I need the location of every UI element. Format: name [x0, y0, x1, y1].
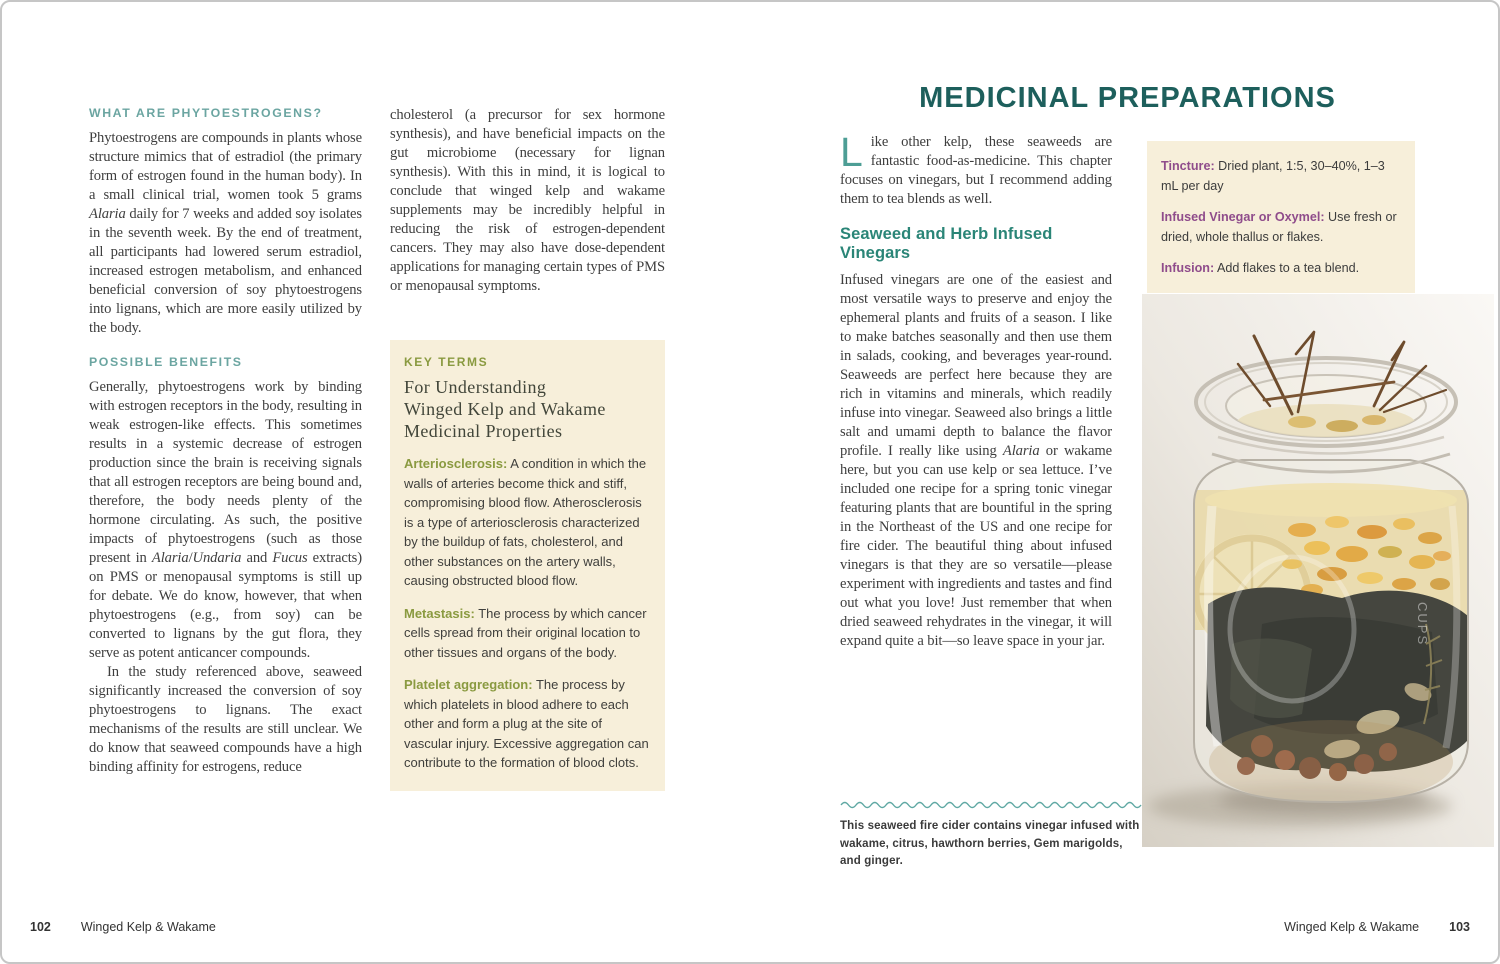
drop-cap: L — [840, 129, 863, 175]
paragraph-vinegars: Infused vinegars are one of the easiest and most versatile ways to preserve and enjoy the ephemeral plants and fruits of a season. I like to make batches seasonally and then use them in salads, cooking, and beverages year-round. Seaweeds are perfect here because they are rich in vitamins and minerals, which readily infuse into vinegar. Seaweed also brings a little salt and umami depth to balance the flavor profile. I really like using Alaria or wakame here, but you can use kelp or sea lettuce. I’ve included one recipe for a spring tonic vinegar featuring plants that are bountiful in the spring in the Northeast of the US and one recipe for fire cider. The beautiful thing about infused vinegars is that they are so versatile—please experiment with ingredients and tastes and find out what you love! Just remember that when dried seaweed rehydrates in the vinegar, it will expand quite a bit—so leave space in your jar. — [840, 272, 1113, 649]
key-term-arteriosclerosis — [404, 454, 651, 591]
prep-label: Tincture: — [1161, 159, 1215, 173]
term-label: Arteriosclerosis: — [404, 456, 508, 471]
page-footer-right — [1284, 920, 1470, 934]
section-heading-phytoestrogens: WHAT ARE PHYTOESTROGENS? — [89, 106, 323, 120]
page-number: 102 — [30, 920, 51, 934]
prep-text: Dried plant, 1:5, 30–40%, 1–3 mL per day — [1161, 159, 1385, 193]
term-definition: The process by which platelets in blood adhere to each other and form a plug at the site of vascular injury. Excessive aggregation can contribute to the formation of blood clots. — [404, 677, 649, 770]
jar-photo — [1142, 294, 1494, 847]
prep-label: Infused Vinegar or Oxymel: — [1161, 210, 1325, 224]
paragraph-phytoestrogens: Phytoestrogens are compounds in plants whose structure mimics that of estradiol (the primary form of estrogen found in the human body). In a small clinical trial, women took 5 grams Alaria daily for 7 weeks and added soy isolates in the seventh week. By the end of treatment, all participants had lowered serum estradiol, increased estrogen metabolism, and enhanced beneficial conversion of soy phytoestrogens into lignans, which are more easily utilized by the body. — [89, 130, 362, 336]
section-heading-benefits: POSSIBLE BENEFITS — [89, 355, 243, 369]
key-terms-label: KEY TERMS — [404, 355, 489, 369]
left-column-2 — [390, 106, 665, 296]
paragraph-benefits: Generally, phytoestrogens work by binding with estrogen receptors in the body, resulting in weak estrogen-like effects. This sometimes results in a systemic decrease of estrogen production since the brain is receiving signals that all estrogen receptors are being bound and, therefore, the body needs plenty of the hormone circulating. As such, the positive impacts of phytoestrogens (such as those present in Alaria/Undaria and Fucus extracts) on PMS or menopausal symptoms is still up for debate. We do know, however, that when phytoestrogens (e.g., from soy) can be converted to lignans by the gut flora, they serve as potent anticancer compounds. — [89, 379, 363, 661]
jar-embossed-text: CUPS — [1415, 602, 1430, 647]
page-footer-left — [30, 920, 216, 934]
running-title: Winged Kelp & Wakame — [1284, 920, 1420, 934]
caption-block — [840, 799, 1142, 871]
running-title: Winged Kelp & Wakame — [80, 920, 216, 934]
prep-tincture — [1161, 156, 1403, 196]
page-title: MEDICINAL PREPARATIONS — [919, 82, 1336, 114]
term-definition: A condition in which the walls of arteries become thick and stiff, compromising blood flow. Atherosclerosis is a type of arteriosclerosis characterized by the buildup of fats, cholesterol, and other substances on the artery walls, causing obstructed blood flow. — [404, 456, 647, 588]
term-definition: The process by which cancer cells spread from their original location to other tissues and organs of the body. — [404, 605, 647, 660]
page-number: 103 — [1449, 920, 1470, 934]
prep-infusion — [1161, 258, 1403, 278]
intro-text: ike other kelp, these seaweeds are fantastic food-as-medicine. This chapter focuses on vinegars, but I recommend adding them to tea blends as well. — [840, 134, 1112, 207]
preparations-box — [1147, 141, 1415, 293]
prep-text: Add flakes to a tea blend. — [1216, 261, 1360, 275]
prep-label: Infusion: — [1161, 261, 1215, 275]
prep-text: Use fresh or dried, whole thallus or flakes. — [1161, 210, 1397, 244]
key-terms-box — [390, 340, 665, 791]
photo-caption: This seaweed fire cider contains vinegar infused with wakame, citrus, hawthorn berries, Gem marigolds, and ginger. — [840, 820, 1140, 867]
wavy-divider — [840, 799, 1142, 809]
term-label: Metastasis: — [404, 605, 475, 621]
right-column — [840, 129, 1113, 651]
term-label: Platelet aggregation: — [404, 677, 533, 692]
subheading-infused-vinegars: Seaweed and Herb Infused Vinegars — [840, 225, 1053, 262]
intro-paragraph — [840, 129, 1112, 209]
paragraph-continuation: cholesterol (a precursor for sex hormone synthesis), and have beneficial impacts on the gut microbiome (necessary for lignan synthesis). With this in mind, it is logical to conclude that winged kelp and wakame supplements may be incredibly helpful in reducing the risk of estrogen-dependent cancers. They may also have dose-dependent applications for managing certain types of PMS or menopausal symptoms. — [390, 107, 665, 294]
left-column-1 — [89, 106, 362, 777]
key-terms-title: For Understanding Winged Kelp and Wakame Medicinal Properties — [404, 377, 606, 441]
key-term-metastasis — [404, 604, 651, 663]
prep-infused-vinegar — [1161, 207, 1403, 247]
paragraph-benefits-2: In the study referenced above, seaweed significantly increased the conversion of soy phytoestrogens to lignans. The exact mechanisms of the results are still unclear. We do know that seaweed compounds have a high binding affinity for estrogens, reduce — [89, 664, 362, 775]
key-term-platelet-aggregation — [404, 675, 651, 773]
